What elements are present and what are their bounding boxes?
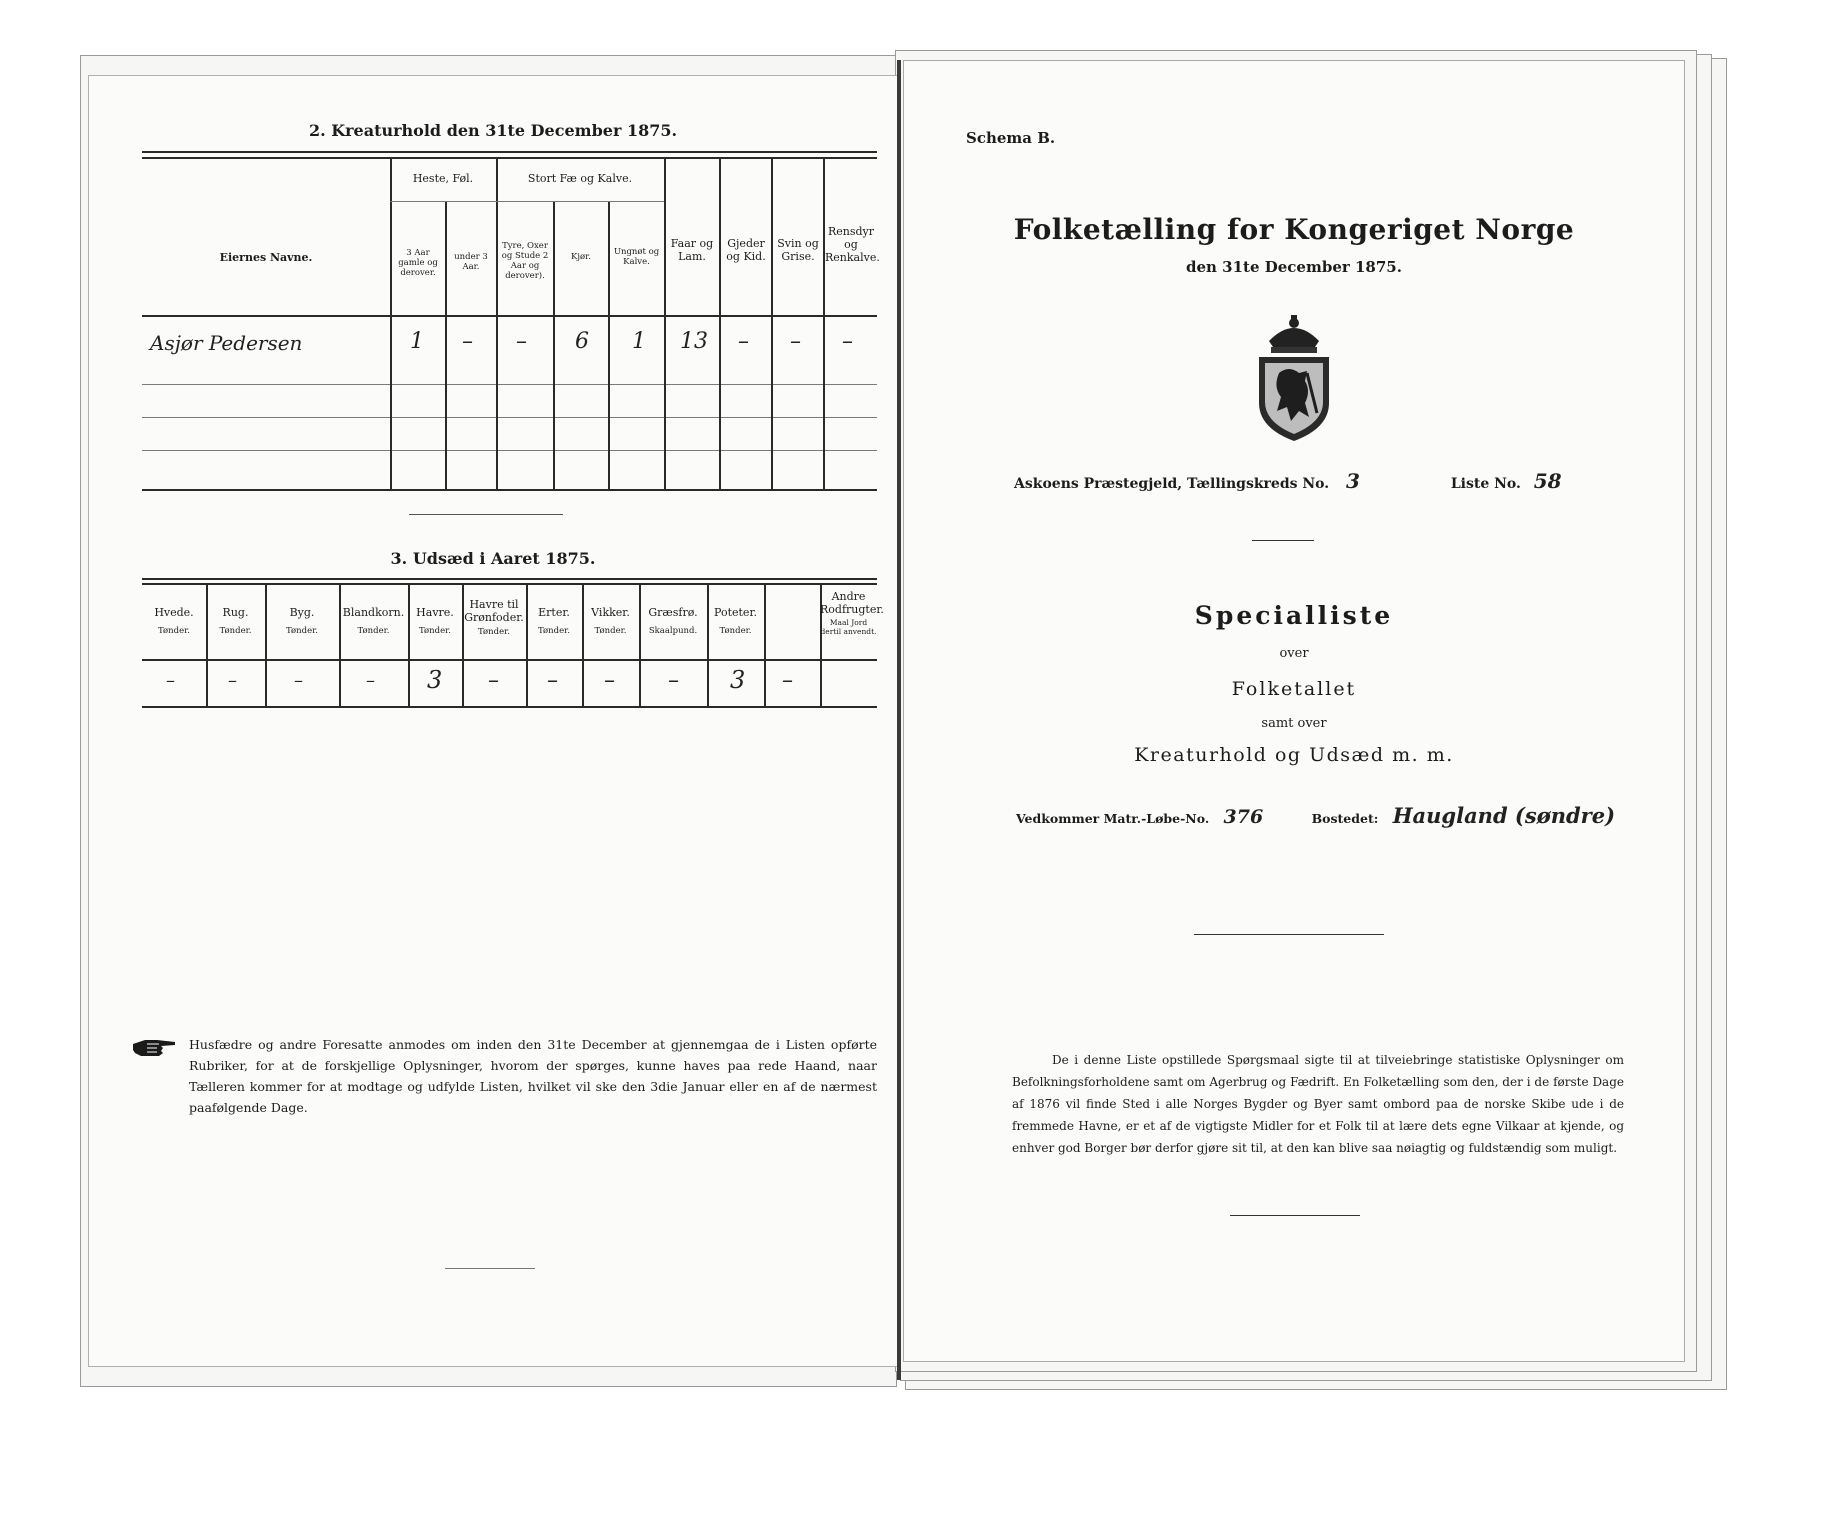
col-byg: Byg. Tønder. — [286, 606, 318, 636]
col-rensdyr: Rensdyr og Renkalve. — [825, 225, 880, 264]
liste-no: 58 — [1533, 469, 1562, 493]
matr-no: 376 — [1223, 806, 1264, 828]
udsaed-byg: – — [294, 670, 303, 691]
cell-faar: 13 — [680, 329, 708, 354]
col-graesfro: Græsfrø. Skaalpund. — [648, 606, 698, 636]
udsaed-havre: 3 — [427, 666, 443, 694]
col-svin: Svin og Grise. — [777, 237, 819, 263]
norwegian-coat-of-arms-icon — [1249, 313, 1339, 443]
specialliste-heading: Specialliste — [1194, 601, 1394, 630]
folketallet: Folketallet — [1231, 678, 1357, 700]
col-rug: Rug. Tønder. — [219, 606, 252, 636]
udsaed-table — [142, 578, 884, 708]
udsaed-andre: – — [782, 668, 793, 693]
udsaed-rug: – — [228, 670, 237, 691]
udsaed-vikker: – — [604, 668, 615, 693]
district-rule — [1252, 540, 1314, 541]
matr-label: Vedkommer Matr.-Løbe-No. — [1016, 811, 1210, 826]
intro-paragraph: De i denne Liste opstillede Spørgsmaal sigte til at tilveiebringe statistiske Oplysninger om Befolkningsforholdene samt om Agerbrug og Fædrift. En Folketælling som den, der i de første Dage af 1876 vil finde Sted i alle Norges Bygder og Byer samt ombord paa de norske Skibe ude i de fremmede Havne, er et af de vigtigste Midler for et Folk til at lære dets egne Vilkaar at kjende, og enhver god Borger bør derfor gjøre sit til, at den kan blive saa nøiagtig og fuldstændig som muligt. — [1012, 1053, 1624, 1155]
divider-rule — [409, 514, 563, 515]
kreaturhold-udsaed: Kreaturhold og Udsæd m. m. — [1134, 744, 1454, 766]
notice-text: Husfædre og andre Foresatte anmodes om inden den 31te December at gjennemgaa de i Listen opførte Rubriker, for at de forskjellige Oplysninger, hvorom der spørges, kunne haves paa rede Haand, naar Tælleren kommer for at modtage og udfylde Listen, hvilket vil ske den 3die Januar eller en af de nærmest paafølgende Dage. — [189, 1037, 877, 1115]
mid-rule — [1194, 934, 1384, 935]
col-heste-3aar: 3 Aar gamle og derover. — [398, 248, 438, 278]
section3-title: 3. Udsæd i Aaret 1875. — [390, 549, 596, 568]
col-tyre: Tyre, Oxer og Stude 2 Aar og derover). — [501, 241, 549, 281]
cell-rensdyr: – — [842, 329, 853, 354]
col-erter: Erter. Tønder. — [538, 606, 570, 636]
end-rule — [1230, 1215, 1360, 1216]
book-spine — [897, 60, 901, 1380]
stort-fae-header: Stort Fæ og Kalve. — [527, 172, 633, 185]
kreaturhold-table — [142, 151, 880, 491]
col-havre: Havre. Tønder. — [416, 606, 454, 636]
col-heste-under: under 3 Aar. — [454, 252, 488, 272]
cell-gjeder: – — [738, 329, 749, 354]
schema-label: Schema B. — [966, 129, 1056, 147]
footer-rule — [445, 1268, 535, 1269]
cell-heste-under: – — [462, 329, 473, 354]
udsaed-havre-gronfoder: – — [488, 668, 499, 693]
cell-kjor: 6 — [575, 329, 589, 354]
section2-title: 2. Kreaturhold den 31te December 1875. — [308, 121, 678, 140]
udsaed-erter: – — [547, 668, 558, 693]
udsaed-poteter: 3 — [730, 666, 746, 694]
udsaed-hvede: – — [166, 670, 175, 691]
cell-heste-3aar: 1 — [410, 329, 424, 354]
udsaed-blandkorn: – — [366, 670, 375, 691]
district-line — [1014, 469, 1562, 493]
samt-over: samt over — [1261, 716, 1327, 731]
col-andre-rodfrugter: Andre Rodfrugter. Maal Jord dertil anvendt. — [820, 590, 884, 636]
parish-label: Askoens Præstegjeld, Tællingskreds No. — [1014, 476, 1330, 492]
over-1: over — [1279, 646, 1309, 661]
udsaed-graesfro: – — [668, 668, 679, 693]
owner-header: Eiernes Navne. — [219, 251, 313, 264]
col-hvede: Hvede. Tønder. — [154, 606, 194, 636]
left-page — [88, 75, 898, 1367]
liste-label: Liste No. — [1450, 476, 1521, 492]
right-page — [903, 60, 1685, 1362]
col-kjor: Kjør. — [571, 252, 591, 262]
matr-line — [1016, 803, 1615, 828]
heste-header: Heste, Føl. — [412, 172, 474, 185]
bosted-label: Bostedet: — [1311, 811, 1379, 826]
census-title: Folketælling for Kongeriget Norge — [1013, 213, 1575, 246]
col-poteter: Poteter. Tønder. — [714, 606, 757, 636]
cell-ungnot: 1 — [632, 329, 646, 354]
col-vikker: Vikker. Tønder. — [591, 606, 630, 636]
col-faar: Faar og Lam. — [670, 237, 714, 263]
col-blandkorn: Blandkorn. Tønder. — [342, 606, 405, 636]
cell-tyre: – — [516, 329, 527, 354]
census-date: den 31te December 1875. — [1186, 258, 1402, 276]
cell-svin: – — [790, 329, 801, 354]
col-havre-gronfoder: Havre til Grønfoder. Tønder. — [464, 598, 524, 637]
col-ungnot: Ungnøt og Kalve. — [613, 247, 660, 267]
pointing-hand-icon — [131, 1036, 177, 1058]
owner-name: Asjør Pedersen — [150, 331, 303, 355]
col-gjeder: Gjeder og Kid. — [726, 237, 766, 263]
kreds-no: 3 — [1346, 469, 1360, 493]
bosted-value: Haugland (søndre) — [1392, 803, 1616, 828]
